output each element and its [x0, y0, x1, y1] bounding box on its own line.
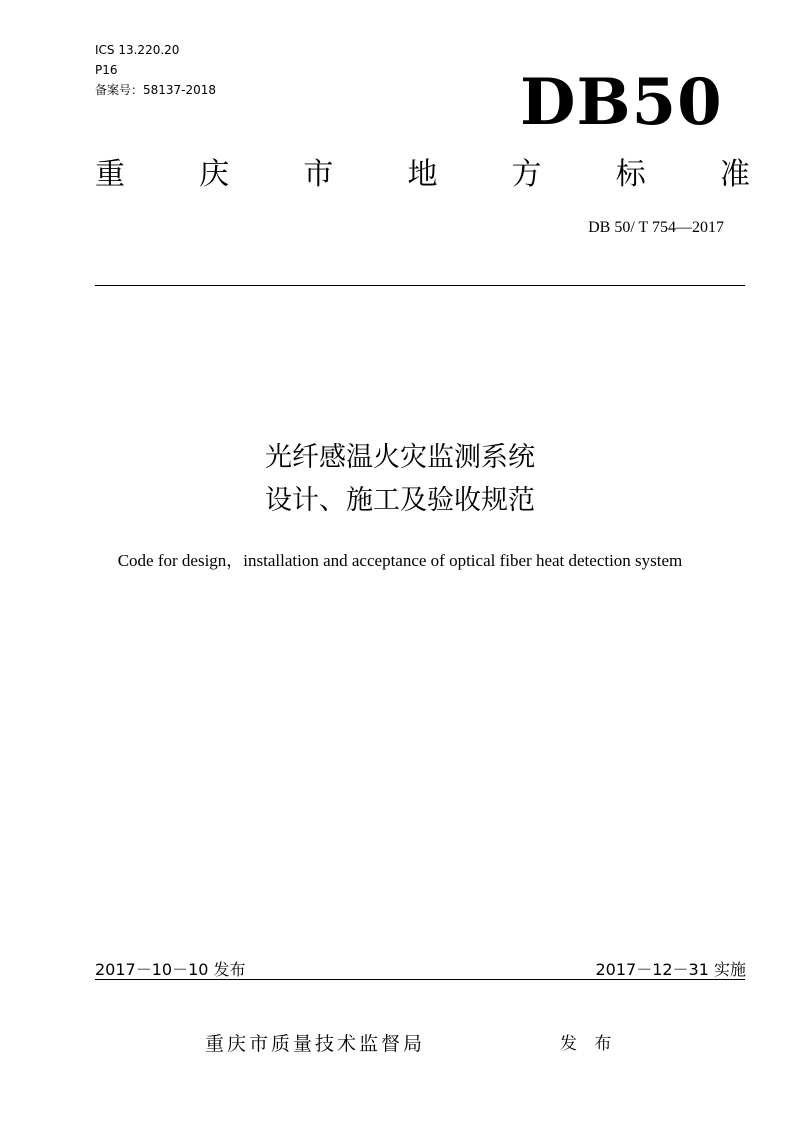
record-number: 备案号：58137-2018 [95, 83, 217, 97]
implementation-date: 2017－12－31 实施 [595, 960, 746, 979]
standard-type-char: 准 [719, 157, 750, 192]
standard-type-char: 重 [95, 157, 125, 192]
standard-type-char: 市 [303, 157, 334, 192]
standard-type [95, 150, 750, 200]
title-line-1: 光纤感温火灾监测系统 [265, 442, 535, 473]
document-title [0, 436, 800, 522]
issue-date: 2017－10－10 发布 [95, 960, 246, 979]
db-code: DB50 [520, 65, 723, 140]
standard-type-char: 方 [511, 157, 542, 192]
english-title: Code for design，installation and acceptance of optical fiber heat detection system [117, 551, 683, 570]
top-divider [95, 285, 745, 286]
standard-type-char: 地 [407, 157, 438, 192]
issuing-authority: 重庆市质量技术监督局 [205, 1033, 426, 1055]
bottom-divider [95, 979, 745, 980]
standard-type-char: 庆 [199, 157, 230, 192]
title-line-2: 设计、施工及验收规范 [265, 485, 535, 516]
standard-type-char: 标 [615, 157, 646, 192]
meta-block [95, 40, 216, 100]
issue-action: 发 布 [560, 1034, 618, 1054]
ics-code: ICS 13.220.20 [95, 43, 180, 57]
standard-number: DB 50/ T 754—2017 [588, 219, 724, 236]
classification-code: P16 [95, 63, 118, 77]
